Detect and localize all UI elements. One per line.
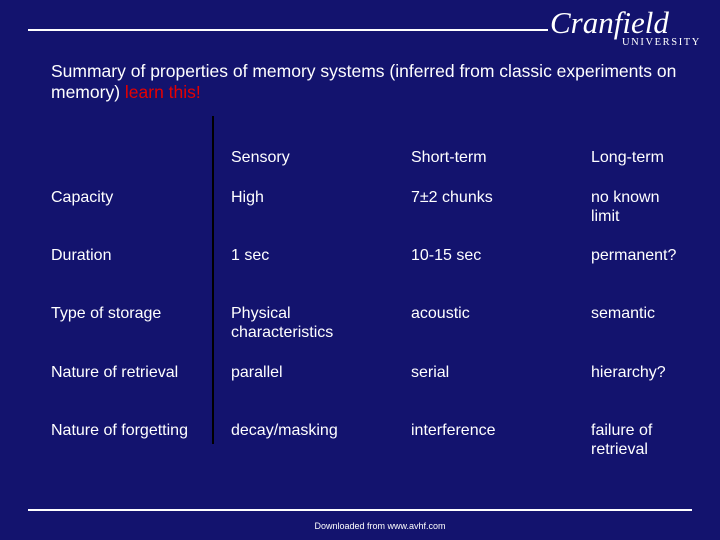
title-text: Summary of properties of memory systems (inferred from classic experiments on memory) bbox=[51, 61, 677, 102]
cell-storage-sensory: Physical characteristics bbox=[231, 305, 334, 341]
cell-duration-sensory: 1 sec bbox=[231, 247, 270, 264]
row-label-capacity: Capacity bbox=[51, 189, 114, 206]
cell-storage-short-term: acoustic bbox=[411, 305, 470, 322]
top-rule bbox=[28, 29, 548, 31]
cranfield-logo bbox=[550, 6, 700, 50]
cell-forgetting-sensory: decay/masking bbox=[231, 422, 338, 439]
row-label-nature-of-retrieval: Nature of retrieval bbox=[51, 364, 179, 381]
header-short-term: Short-term bbox=[411, 149, 487, 166]
footer-credit: Downloaded from www.avhf.com bbox=[314, 521, 446, 531]
cell-retrieval-short-term: serial bbox=[411, 364, 450, 381]
logo-university: UNIVERSITY bbox=[622, 37, 701, 48]
row-label-nature-of-forgetting: Nature of forgetting bbox=[51, 422, 188, 439]
cell-duration-long-term: permanent? bbox=[591, 247, 677, 264]
cell-forgetting-long-term: failure of retrieval bbox=[591, 422, 653, 458]
cell-forgetting-short-term: interference bbox=[411, 422, 496, 439]
row-label-duration: Duration bbox=[51, 247, 112, 264]
slide-title bbox=[51, 61, 691, 103]
cell-storage-long-term: semantic bbox=[591, 305, 656, 322]
cell-capacity-sensory: High bbox=[231, 189, 264, 206]
cell-retrieval-long-term: hierarchy? bbox=[591, 364, 666, 381]
title-highlight: learn this! bbox=[124, 82, 201, 102]
cell-duration-short-term: 10-15 sec bbox=[411, 247, 482, 264]
cell-retrieval-sensory: parallel bbox=[231, 364, 283, 381]
cell-capacity-long-term: no known limit bbox=[591, 189, 660, 225]
header-long-term: Long-term bbox=[591, 149, 664, 166]
header-sensory: Sensory bbox=[231, 149, 290, 166]
table-divider bbox=[212, 116, 214, 444]
bottom-rule bbox=[28, 509, 692, 511]
cell-capacity-short-term: 7±2 chunks bbox=[411, 189, 493, 206]
row-label-type-of-storage: Type of storage bbox=[51, 305, 162, 322]
logo-wordmark: Cranfield bbox=[550, 5, 669, 40]
